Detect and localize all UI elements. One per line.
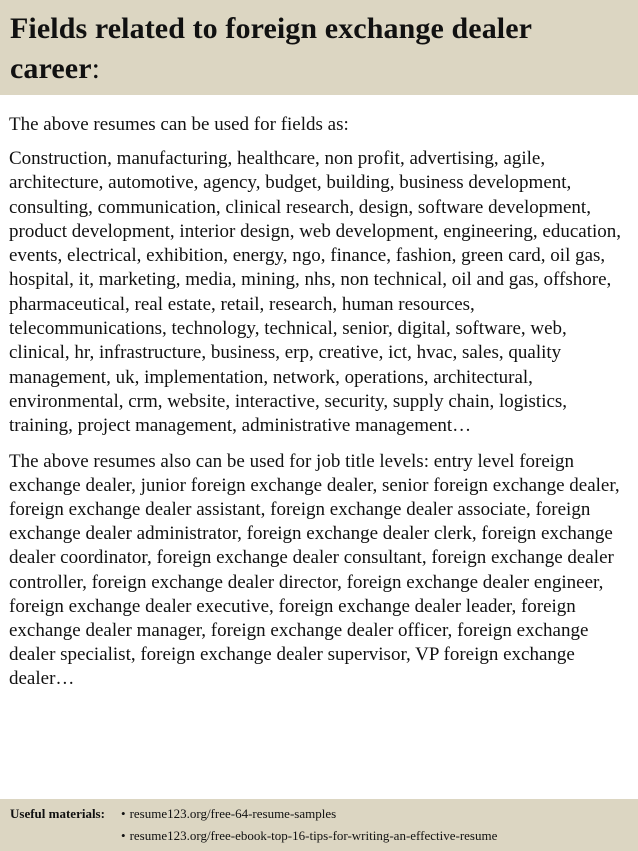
main-content (9, 112, 631, 692)
fields-paragraph: Construction, manufacturing, healthcare, non profit, advertising, agile, architecture, automotive, agency, budget, building, business development, consulting, communication, clinical research, design, software development, product development, interior design, web development, engineering, education, events, electrical, exhibition, energy, ngo, finance, fashion, green card, oil gas, hospital, it, marketing, media, mining, nhs, non technical, oil and gas, offshore, pharmaceutical, real estate, retail, research, human resources, telecommunications, technology, technical, senior, digital, software, web, clinical, hr, infrastructure, business, erp, creative, ict, hvac, sales, quality management, uk, implementation, network, operations, architectural, environmental, crm, website, interactive, security, supply chain, logistics, training, project management, administrative management… (9, 148, 622, 437)
page-title (10, 9, 628, 89)
title-band (0, 0, 638, 95)
resume-tips-ebook-link[interactable]: resume123.org/free-ebook-top-16-tips-for-writing-an-effective-resume (129, 828, 498, 843)
footer-row-1 (10, 803, 638, 825)
bullet-icon: • (121, 828, 126, 843)
page-title-colon: : (91, 52, 101, 85)
footer-row-2 (10, 825, 638, 847)
useful-materials-label: Useful materials: (10, 806, 105, 821)
intro-text: The above resumes can be used for fields as: (9, 114, 349, 135)
page-title-text: Fields related to foreign exchange dealer career (10, 12, 532, 85)
useful-materials-footer (0, 799, 638, 851)
resume-samples-link[interactable]: resume123.org/free-64-resume-samples (129, 806, 337, 821)
bullet-icon: • (121, 806, 126, 821)
job-levels-paragraph: The above resumes also can be used for job title levels: entry level foreign exchange dealer, junior foreign exchange dealer, senior foreign exchange dealer, foreign exchange dealer assistant, foreign exchange dealer associate, foreign exchange dealer administrator, foreign exchange dealer clerk, foreign exchange dealer coordinator, foreign exchange dealer consultant, foreign exchange dealer controller, foreign exchange dealer director, foreign exchange dealer engineer, foreign exchange dealer executive, foreign exchange dealer leader, foreign exchange dealer manager, foreign exchange dealer officer, foreign exchange dealer specialist, foreign exchange dealer supervisor, VP foreign exchange dealer… (9, 450, 620, 690)
footer-label-spacer (10, 825, 121, 847)
